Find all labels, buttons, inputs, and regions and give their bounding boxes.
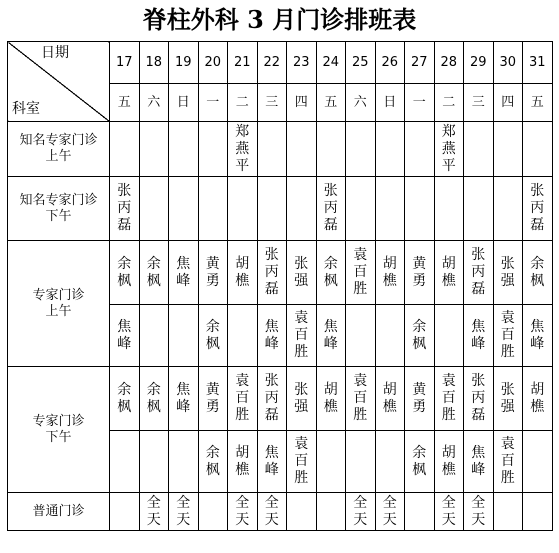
schedule-cell bbox=[139, 367, 169, 431]
schedule-cell bbox=[169, 367, 199, 431]
schedule-cell bbox=[257, 493, 287, 531]
dept-cell-expert_am bbox=[8, 241, 110, 367]
day-number: 31 bbox=[523, 42, 553, 84]
schedule-cell bbox=[287, 367, 317, 431]
schedule-cell bbox=[434, 241, 464, 305]
doctor-name: 黄勇 bbox=[205, 255, 220, 289]
dept-label: 知名专家门诊 bbox=[19, 133, 98, 148]
schedule-cell bbox=[316, 493, 346, 531]
schedule-cell bbox=[346, 367, 376, 431]
schedule-cell bbox=[139, 177, 169, 241]
schedule-cell bbox=[434, 177, 464, 241]
schedule-cell bbox=[346, 431, 376, 493]
doctor-name: 张丙磊 bbox=[264, 373, 279, 423]
schedule-cell bbox=[110, 367, 140, 431]
schedule-cell bbox=[257, 305, 287, 367]
schedule-cell bbox=[139, 122, 169, 177]
doctor-name: 余枫 bbox=[117, 255, 132, 289]
schedule-cell bbox=[346, 177, 376, 241]
schedule-cell bbox=[110, 305, 140, 367]
day-number: 24 bbox=[316, 42, 346, 84]
schedule-cell bbox=[169, 305, 199, 367]
schedule-cell bbox=[464, 493, 494, 531]
date-row bbox=[8, 42, 553, 84]
schedule-cell bbox=[375, 241, 405, 305]
doctor-name: 胡樵 bbox=[235, 444, 250, 478]
schedule-cell bbox=[110, 493, 140, 531]
schedule-cell bbox=[493, 431, 523, 493]
schedule-cell bbox=[346, 493, 376, 531]
schedule-cell bbox=[405, 177, 435, 241]
schedule-cell bbox=[287, 493, 317, 531]
schedule-cell bbox=[287, 431, 317, 493]
schedule-cell bbox=[110, 122, 140, 177]
schedule-cell bbox=[198, 367, 228, 431]
schedule-cell bbox=[523, 122, 553, 177]
doctor-name: 袁百胜 bbox=[294, 310, 309, 360]
schedule-cell bbox=[493, 177, 523, 241]
schedule-cell bbox=[523, 305, 553, 367]
schedule-cell bbox=[523, 367, 553, 431]
doctor-name: 袁百胜 bbox=[500, 310, 515, 360]
schedule-cell bbox=[287, 305, 317, 367]
schedule-cell bbox=[228, 305, 258, 367]
weekday: 六 bbox=[346, 84, 376, 122]
schedule-cell bbox=[493, 367, 523, 431]
doctor-name: 余枫 bbox=[117, 381, 132, 415]
schedule-cell bbox=[198, 241, 228, 305]
day-number: 30 bbox=[493, 42, 523, 84]
doctor-name: 焦峰 bbox=[471, 444, 486, 478]
doctor-name: 张丙磊 bbox=[264, 247, 279, 297]
schedule-cell bbox=[110, 431, 140, 493]
doctor-name: 张强 bbox=[294, 381, 309, 415]
weekday: 一 bbox=[198, 84, 228, 122]
doctor-name: 焦峰 bbox=[176, 381, 191, 415]
doctor-name: 袁百胜 bbox=[353, 247, 368, 297]
weekday: 四 bbox=[493, 84, 523, 122]
dept-label: 上午 bbox=[45, 303, 72, 319]
doctor-name: 余枫 bbox=[530, 255, 545, 289]
general-clinic-row bbox=[8, 493, 553, 531]
schedule-cell bbox=[464, 241, 494, 305]
doctor-name: 胡樵 bbox=[382, 255, 397, 289]
schedule-cell bbox=[198, 122, 228, 177]
doctor-name: 焦峰 bbox=[264, 444, 279, 478]
weekday: 五 bbox=[316, 84, 346, 122]
doctor-name: 袁百胜 bbox=[441, 373, 456, 423]
weekday: 三 bbox=[257, 84, 287, 122]
doctor-name: 余枫 bbox=[205, 318, 220, 352]
schedule-cell bbox=[198, 493, 228, 531]
doctor-name: 袁百胜 bbox=[235, 373, 250, 423]
expert-pm-row-1 bbox=[8, 367, 553, 431]
schedule-cell bbox=[198, 431, 228, 493]
day-number: 20 bbox=[198, 42, 228, 84]
schedule-cell bbox=[316, 431, 346, 493]
schedule-cell bbox=[346, 122, 376, 177]
schedule-cell bbox=[228, 122, 258, 177]
dept-cell-famous_am bbox=[8, 122, 110, 177]
schedule-cell bbox=[198, 305, 228, 367]
schedule-cell bbox=[287, 122, 317, 177]
day-number: 29 bbox=[464, 42, 494, 84]
doctor-name: 张强 bbox=[294, 255, 309, 289]
schedule-cell bbox=[169, 241, 199, 305]
schedule-cell bbox=[523, 241, 553, 305]
doctor-name: 黄勇 bbox=[412, 255, 427, 289]
page-title: 脊柱外科 3 月门诊排班表 bbox=[142, 5, 417, 34]
schedule-cell bbox=[434, 122, 464, 177]
weekday: 二 bbox=[434, 84, 464, 122]
schedule-cell bbox=[169, 122, 199, 177]
schedule-cell bbox=[316, 177, 346, 241]
doctor-name: 焦峰 bbox=[117, 318, 132, 352]
schedule-cell bbox=[139, 493, 169, 531]
schedule-cell bbox=[405, 367, 435, 431]
doctor-name: 胡樵 bbox=[323, 381, 338, 415]
schedule-cell bbox=[523, 177, 553, 241]
schedule-cell bbox=[110, 177, 140, 241]
schedule-cell bbox=[493, 122, 523, 177]
schedule-cell bbox=[375, 431, 405, 493]
schedule-cell bbox=[316, 305, 346, 367]
famous-expert-pm-row bbox=[8, 177, 553, 241]
doctor-name: 张丙磊 bbox=[117, 183, 132, 233]
schedule-cell bbox=[464, 431, 494, 493]
doctor-name: 全天 bbox=[235, 494, 250, 528]
doctor-name: 余枫 bbox=[205, 444, 220, 478]
schedule-cell bbox=[405, 241, 435, 305]
dept-label: 普通门诊 bbox=[32, 503, 85, 519]
dept-cell-general bbox=[8, 493, 110, 531]
doctor-name: 张丙磊 bbox=[471, 373, 486, 423]
schedule-cell bbox=[346, 305, 376, 367]
weekday: 二 bbox=[228, 84, 258, 122]
schedule-cell bbox=[405, 493, 435, 531]
schedule-cell bbox=[464, 305, 494, 367]
doctor-name: 胡樵 bbox=[441, 255, 456, 289]
schedule-cell bbox=[139, 241, 169, 305]
schedule-cell bbox=[434, 305, 464, 367]
schedule-cell bbox=[434, 367, 464, 431]
weekday: 五 bbox=[523, 84, 553, 122]
doctor-name: 全天 bbox=[441, 494, 456, 528]
schedule-cell bbox=[257, 241, 287, 305]
day-number: 19 bbox=[169, 42, 199, 84]
dept-header-label: 科室 bbox=[12, 101, 40, 117]
doctor-name: 张强 bbox=[500, 255, 515, 289]
doctor-name: 袁百胜 bbox=[353, 373, 368, 423]
doctor-name: 焦峰 bbox=[323, 318, 338, 352]
day-number: 22 bbox=[257, 42, 287, 84]
doctor-name: 余枫 bbox=[412, 318, 427, 352]
doctor-name: 郑燕平 bbox=[235, 123, 250, 174]
day-number: 25 bbox=[346, 42, 376, 84]
schedule-cell bbox=[169, 493, 199, 531]
schedule-cell bbox=[228, 431, 258, 493]
weekday: 三 bbox=[464, 84, 494, 122]
doctor-name: 袁百胜 bbox=[500, 436, 515, 486]
schedule-cell bbox=[493, 241, 523, 305]
doctor-name: 全天 bbox=[471, 494, 486, 528]
dept-cell-famous_pm bbox=[8, 177, 110, 241]
schedule-cell bbox=[139, 305, 169, 367]
schedule-table bbox=[7, 41, 553, 531]
schedule-cell bbox=[228, 241, 258, 305]
schedule-cell bbox=[375, 493, 405, 531]
expert-am-row-1 bbox=[8, 241, 553, 305]
schedule-cell bbox=[228, 367, 258, 431]
doctor-name: 焦峰 bbox=[176, 255, 191, 289]
schedule-cell bbox=[464, 177, 494, 241]
doctor-name: 焦峰 bbox=[530, 318, 545, 352]
day-number: 27 bbox=[405, 42, 435, 84]
weekday: 日 bbox=[375, 84, 405, 122]
doctor-name: 黄勇 bbox=[205, 381, 220, 415]
doctor-name: 余枫 bbox=[146, 255, 161, 289]
doctor-name: 余枫 bbox=[412, 444, 427, 478]
weekday: 日 bbox=[169, 84, 199, 122]
doctor-name: 张丙磊 bbox=[471, 247, 486, 297]
doctor-name: 张丙磊 bbox=[530, 183, 545, 233]
doctor-name: 焦峰 bbox=[264, 318, 279, 352]
schedule-cell bbox=[405, 431, 435, 493]
schedule-cell bbox=[493, 305, 523, 367]
doctor-name: 张强 bbox=[500, 381, 515, 415]
dept-label: 专家门诊 bbox=[32, 413, 85, 429]
schedule-cell bbox=[316, 241, 346, 305]
doctor-name: 胡樵 bbox=[530, 381, 545, 415]
doctor-name: 黄勇 bbox=[412, 381, 427, 415]
doctor-name: 郑燕平 bbox=[441, 123, 456, 174]
weekday: 五 bbox=[110, 84, 140, 122]
dept-label: 知名专家门诊 bbox=[19, 192, 98, 208]
doctor-name: 余枫 bbox=[323, 255, 338, 289]
day-number: 28 bbox=[434, 42, 464, 84]
day-number: 17 bbox=[110, 42, 140, 84]
schedule-cell bbox=[316, 367, 346, 431]
doctor-name: 袁百胜 bbox=[294, 436, 309, 486]
schedule-cell bbox=[464, 122, 494, 177]
doctor-name: 张丙磊 bbox=[323, 183, 338, 233]
schedule-cell bbox=[228, 493, 258, 531]
schedule-cell bbox=[523, 431, 553, 493]
schedule-cell bbox=[464, 367, 494, 431]
schedule-cell bbox=[405, 122, 435, 177]
doctor-name: 全天 bbox=[353, 494, 368, 528]
schedule-cell bbox=[139, 431, 169, 493]
weekday: 一 bbox=[405, 84, 435, 122]
day-number: 23 bbox=[287, 42, 317, 84]
schedule-cell bbox=[493, 493, 523, 531]
schedule-cell bbox=[287, 177, 317, 241]
schedule-cell bbox=[228, 177, 258, 241]
date-header-label: 日期 bbox=[41, 45, 69, 61]
schedule-cell bbox=[287, 241, 317, 305]
dept-label: 下午 bbox=[45, 429, 72, 445]
famous-expert-am-row bbox=[8, 122, 553, 177]
schedule-cell bbox=[316, 122, 346, 177]
dept-label: 下午 bbox=[45, 208, 72, 224]
doctor-name: 全天 bbox=[264, 494, 279, 528]
schedule-cell bbox=[434, 493, 464, 531]
doctor-name: 余枫 bbox=[146, 381, 161, 415]
schedule-cell bbox=[375, 305, 405, 367]
schedule-cell bbox=[198, 177, 228, 241]
day-number: 21 bbox=[228, 42, 258, 84]
dept-cell-expert_pm bbox=[8, 367, 110, 493]
day-number: 26 bbox=[375, 42, 405, 84]
doctor-name: 全天 bbox=[146, 494, 161, 528]
schedule-cell bbox=[257, 367, 287, 431]
doctor-name: 焦峰 bbox=[471, 318, 486, 352]
header-corner-cell bbox=[8, 42, 110, 122]
doctor-name: 全天 bbox=[176, 494, 191, 528]
schedule-cell bbox=[375, 177, 405, 241]
doctor-name: 全天 bbox=[382, 494, 397, 528]
schedule-cell bbox=[375, 122, 405, 177]
schedule-cell bbox=[257, 431, 287, 493]
schedule-cell bbox=[257, 122, 287, 177]
weekday: 四 bbox=[287, 84, 317, 122]
doctor-name: 胡樵 bbox=[441, 444, 456, 478]
day-number: 18 bbox=[139, 42, 169, 84]
schedule-cell bbox=[257, 177, 287, 241]
schedule-cell bbox=[375, 367, 405, 431]
schedule-cell bbox=[405, 305, 435, 367]
schedule-cell bbox=[110, 241, 140, 305]
schedule-cell bbox=[346, 241, 376, 305]
schedule-cell bbox=[169, 431, 199, 493]
weekday: 六 bbox=[139, 84, 169, 122]
schedule-cell bbox=[434, 431, 464, 493]
doctor-name: 胡樵 bbox=[382, 381, 397, 415]
dept-label: 上午 bbox=[45, 149, 72, 164]
dept-label: 专家门诊 bbox=[32, 287, 85, 303]
schedule-cell bbox=[523, 493, 553, 531]
schedule-cell bbox=[169, 177, 199, 241]
doctor-name: 胡樵 bbox=[235, 255, 250, 289]
